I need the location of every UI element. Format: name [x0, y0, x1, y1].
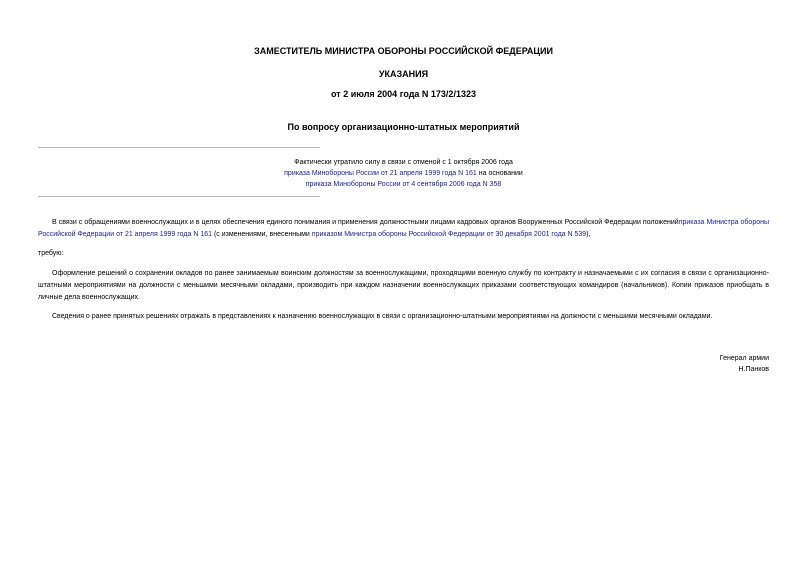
signature-name: Н.Панков	[738, 366, 769, 373]
status-note-line-3	[0, 179, 807, 190]
divider-top	[38, 147, 320, 148]
paragraph-records	[38, 311, 769, 323]
date-number-heading: от 2 июля 2004 года N 173/2/1323	[331, 89, 476, 99]
signature-rank: Генерал армии	[719, 355, 769, 362]
records-text: Сведения о ранее принятых решениях отражать в представлениях к назначению военнослужащих в связи с организационно-штатными мероприятиями на должности с меньшими месячными окладами.	[52, 313, 713, 320]
demand-word: требую:	[38, 250, 64, 257]
status-note	[0, 157, 807, 190]
status-note-line-1: Фактически утратило силу в связи с отменой с 1 октября 2006 года	[294, 159, 513, 166]
signature-block	[720, 353, 769, 375]
paragraph-intro	[38, 217, 769, 241]
repeal-basis-link[interactable]: приказа Минобороны России от 4 сентября 2006 года N 358	[305, 181, 502, 188]
intro-text-2: (с изменениями, внесенными	[212, 231, 312, 238]
paragraph-instruction	[38, 268, 769, 304]
repealed-order-link[interactable]: приказа Минобороны России от 21 апреля 1999 года N 161	[284, 170, 477, 177]
document-type-heading: УКАЗАНИЯ	[378, 69, 429, 79]
subject-heading: По вопросу организационно-штатных мероприятий	[287, 122, 520, 132]
intro-text-1: В связи с обращениями военнослужащих и в целях обеспечения единого понимания и применения должностными лицами кадровых органов Вооруженных Российской Федерации положений	[52, 219, 679, 226]
instruction-text: Оформление решений о сохранении окладов по ранее занимаемым воинским должностям за военнослужащими, проходящими военную службу по контракту и назначаемыми с их согласия в связи с организационно-штатными мероприятиями на должности с меньшими месячными окладами, производить при каждом назначении военнослужащих приказами соответствующих командиров (начальников). Копии приказов приобщать в личные дела военнослужащих.	[38, 270, 769, 301]
order-539-link[interactable]: приказом Министра обороны Российской Федерации от 30 декабря 2001 года N 539	[311, 231, 587, 238]
issuer-heading: ЗАМЕСТИТЕЛЬ МИНИСТРА ОБОРОНЫ РОССИЙСКОЙ ФЕДЕРАЦИИ	[254, 46, 553, 56]
intro-text-3: ),	[586, 231, 591, 238]
status-note-line-2	[0, 168, 807, 179]
order-161-link[interactable]: приказа Министра обороны Российской Федерации от 21 апреля 1999 года N 161	[38, 219, 770, 238]
status-note-suffix: на основании	[476, 170, 523, 177]
divider-bottom	[38, 196, 320, 197]
